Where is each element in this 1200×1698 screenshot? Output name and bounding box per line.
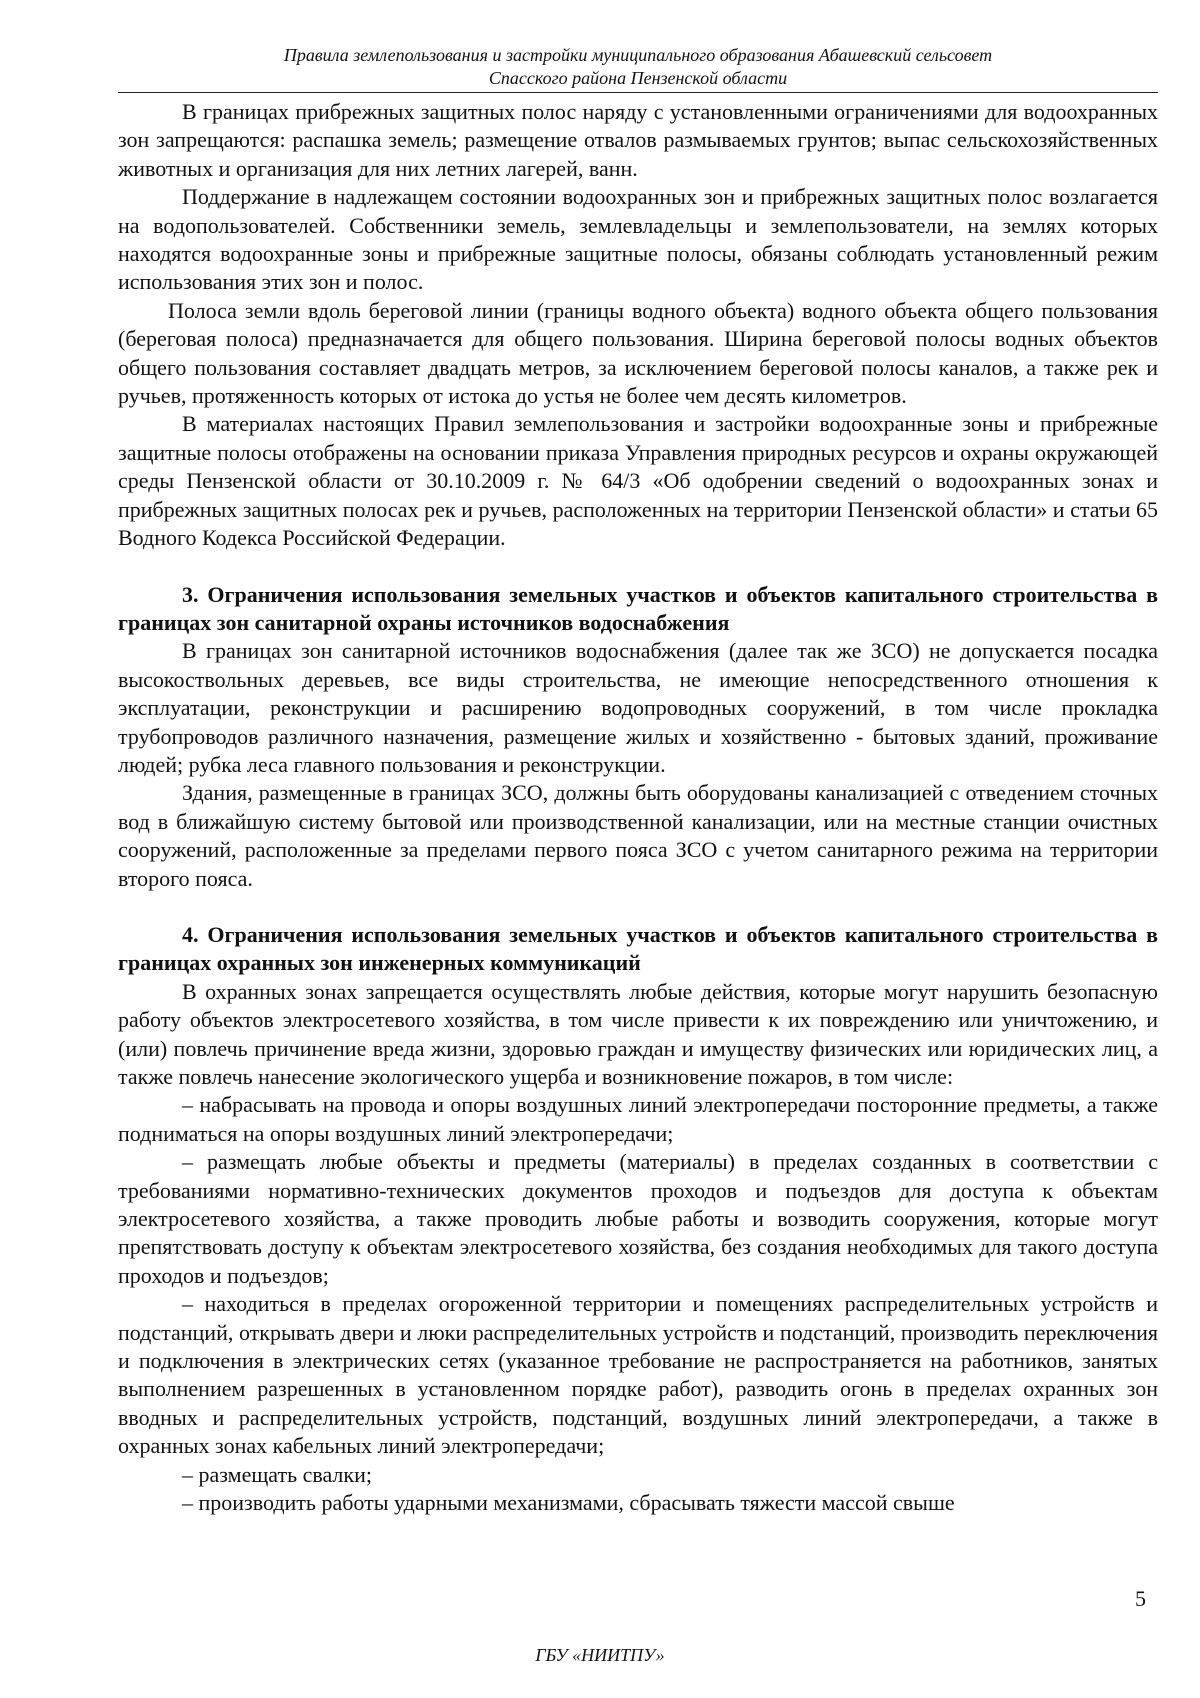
paragraph-3: Полоса земли вдоль береговой линии (границы водного объекта) водного объекта общего пользования (береговая полоса) предназначается для общего пользования. Ширина береговой полосы водных объектов общего пользования составляет двадцать метров, за исключением береговой полосы каналов, а также рек и ручьев, протяженность которых от истока до устья не более чем десять километров. xyxy=(118,297,1158,409)
running-header xyxy=(118,44,1158,93)
paragraph-6: Здания, размещенные в границах ЗСО, должны быть оборудованы канализацией с отведением сточных вод в ближайшую систему бытовой или производственной канализации, или на местные станции очистных сооружений, расположенные за пределами первого пояса ЗСО с учетом санитарного режима на территории второго пояса. xyxy=(118,780,1158,891)
header-line-1: Правила землепользования и застройки муниципального образования Абашевский сельсовет xyxy=(283,45,993,65)
page-number: 5 xyxy=(1135,1586,1146,1611)
section-3-heading: 3. Ограничения использования земельных участков и объектов капитального строительства в границах зон санитарной охраны источников водоснабжения xyxy=(118,581,1158,635)
document-body xyxy=(118,98,1158,1518)
section-4-heading: 4. Ограничения использования земельных участков и объектов капитального строительства в границах охранных зон инженерных коммуникаций xyxy=(118,921,1158,976)
header-line-2: Спасского района Пензенской области xyxy=(488,68,788,88)
paragraph-1: В границах прибрежных защитных полос наряду с установленными ограничениями для водоохранных зон запрещаются: распашка земель; размещение отвалов размываемых грунтов; выпас сельскохозяйственных животных и организация для них летних лагерей, ванн. xyxy=(118,99,1158,181)
paragraph-4: В материалах настоящих Правил землепользования и застройки водоохранные зоны и прибрежные защитные полосы отображены на основании приказа Управления природных ресурсов и охраны окружающей среды Пензенской области от 30.10.2009 г. № 64/3 «Об одобрении сведений о водоохранных зонах и прибрежных защитных полосах рек и ручьев, расположенных на территории Пензенской области» и статьи 65 Водного Кодекса Российской Федерации. xyxy=(118,411,1158,551)
paragraph-7: В охранных зонах запрещается осуществлять любые действия, которые могут нарушить безопасную работу объектов электросетевого хозяйства, в том числе привести к их повреждению или уничтожению, и (или) повлечь причинение вреда жизни, здоровью граждан и имуществу физических или юридических лиц, а также повлечь нанесение экологического ущерба и возникновение пожаров, в том числе: xyxy=(118,978,1158,1089)
list-item: – находиться в пределах огороженной территории и помещениях распределительных устройств и подстанций, открывать двери и люки распределительных устройств и подстанций, производить переключения и подключения в электрических сетях (указанное требование не распространяется на работников, занятых выполнением разрешенных в установленном порядке работ), разводить огонь в пределах охранных зон вводных и распределительных устройств, подстанций, воздушных линий электропередачи, а также в охранных зонах кабельных линий электропередачи; xyxy=(118,1291,1158,1459)
running-footer: ГБУ «НИИТПУ» xyxy=(535,1645,665,1665)
list-item: – размещать свалки; xyxy=(182,1461,372,1487)
list-item: – набрасывать на провода и опоры воздушных линий электропередачи посторонние предметы, а также подниматься на опоры воздушных линий электропередачи; xyxy=(118,1092,1158,1146)
list-item: – производить работы ударными механизмами, сбрасывать тяжести массой свыше xyxy=(182,1490,955,1516)
paragraph-5: В границах зон санитарной источников водоснабжения (далее так же ЗСО) не допускается посадка высокоствольных деревьев, все виды строительства, не имеющие непосредственного отношения к эксплуатации, реконструкции и расширению водопроводных сооружений, в том числе прокладка трубопроводов различного назначения, размещение жилых и хозяйственно - бытовых зданий, проживание людей; рубка леса главного пользования и реконструкции. xyxy=(118,638,1158,777)
list-item: – размещать любые объекты и предметы (материалы) в пределах созданных в соответствии с требованиями нормативно-технических документов проходов и подъездов для доступа к объектам электросетевого хозяйства, а также проводить любые работы и возводить сооружения, которые могут препятствовать доступу к объектам электросетевого хозяйства, без создания необходимых для такого доступа проходов и подъездов; xyxy=(118,1149,1158,1288)
paragraph-2: Поддержание в надлежащем состоянии водоохранных зон и прибрежных защитных полос возлагается на водопользователей. Собственники земель, землевладельцы и землепользователи, на землях которых находятся водоохранные зоны и прибрежные защитные полосы, обязаны соблюдать установленный режим использования этих зон и полос. xyxy=(118,184,1158,295)
